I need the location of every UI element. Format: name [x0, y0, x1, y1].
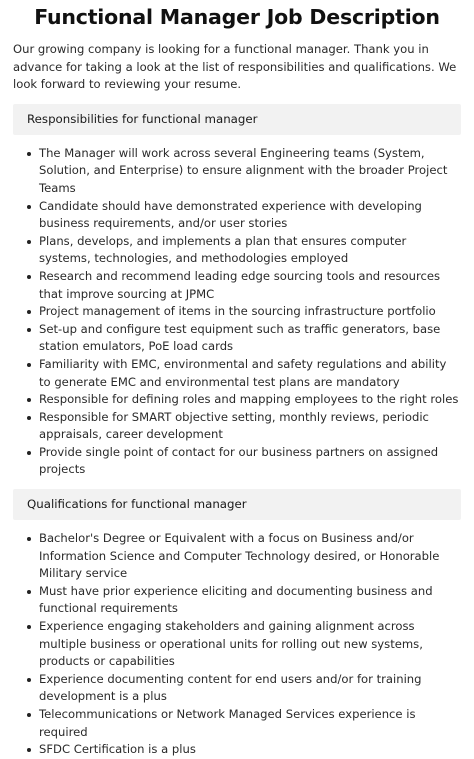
- list-item: [27, 741, 461, 759]
- bullet-icon: [27, 678, 31, 682]
- list-item-text: Set-up and configure test equipment such as traffic generators, base station emulators, PoE load cards: [39, 321, 441, 354]
- list-item: [27, 706, 461, 741]
- bullet-icon: [27, 398, 31, 402]
- list-item: [27, 671, 461, 706]
- list-item-text: Responsible for SMART objective setting, monthly reviews, periodic appraisals, career development: [39, 409, 429, 442]
- responsibilities-list: [13, 145, 461, 479]
- list-item-text: Familiarity with EMC, environmental and safety regulations and ability to generate EMC and environmental test plans are mandatory: [39, 356, 447, 389]
- list-item: [27, 233, 461, 268]
- list-item-text: Project management of items in the sourcing infrastructure portfolio: [39, 304, 436, 319]
- bullet-icon: [27, 240, 31, 244]
- bullet-icon: [27, 537, 31, 541]
- bullet-icon: [27, 590, 31, 594]
- list-item: [27, 303, 461, 321]
- qualifications-list: [13, 530, 461, 759]
- bullet-icon: [27, 152, 31, 156]
- list-item: [27, 618, 461, 671]
- list-item-text: Bachelor's Degree or Equivalent with a focus on Business and/or Information Science and Computer Technology desired, or Honorable Military service: [39, 531, 440, 581]
- bullet-icon: [27, 451, 31, 455]
- list-item: [27, 444, 461, 479]
- list-item: [27, 391, 461, 409]
- bullet-icon: [27, 275, 31, 279]
- bullet-icon: [27, 625, 31, 629]
- list-item-text: Provide single point of contact for our business partners on assigned projects: [39, 444, 439, 477]
- list-item: [27, 198, 461, 233]
- responsibilities-heading: Responsibilities for functional manager: [13, 104, 461, 135]
- list-item: [27, 356, 461, 391]
- list-item-text: Telecommunications or Network Managed Services experience is required: [39, 707, 416, 739]
- list-item-text: Experience documenting content for end users and/or for training development is a plus: [39, 671, 422, 704]
- bullet-icon: [27, 363, 31, 367]
- list-item: [27, 530, 461, 583]
- list-item-text: Must have prior experience eliciting and documenting business and functional requirements: [39, 583, 433, 616]
- list-item-text: SFDC Certification is a plus: [39, 742, 196, 757]
- list-item-text: Experience engaging stakeholders and gaining alignment across multiple business or operational units for rolling out new systems, products or capabilities: [39, 619, 423, 669]
- list-item-text: Research and recommend leading edge sourcing tools and resources that improve sourcing at JPMC: [39, 268, 441, 301]
- intro-paragraph: Our growing company is looking for a functional manager. Thank you in advance for taking a look at the list of responsibilities and qualifications. We look forward to reviewing your resume.: [13, 42, 457, 92]
- bullet-icon: [27, 713, 31, 717]
- page-title: Functional Manager Job Description: [34, 5, 440, 29]
- list-item-text: Plans, develops, and implements a plan that ensures computer systems, technologies, and methodologies employed: [39, 233, 407, 266]
- list-item: [27, 583, 461, 618]
- list-item: [27, 409, 461, 444]
- list-item-text: Responsible for defining roles and mapping employees to the right roles: [39, 392, 459, 407]
- list-item-text: The Manager will work across several Engineering teams (System, Solution, and Enterprise) to ensure alignment with the broader Project Teams: [39, 145, 448, 195]
- bullet-icon: [27, 416, 31, 420]
- list-item-text: Candidate should have demonstrated experience with developing business requirements, and/or user stories: [39, 198, 422, 231]
- bullet-icon: [27, 748, 31, 752]
- qualifications-heading: Qualifications for functional manager: [13, 489, 461, 520]
- bullet-icon: [27, 328, 31, 332]
- list-item: [27, 268, 461, 303]
- list-item: [27, 321, 461, 356]
- bullet-icon: [27, 205, 31, 209]
- bullet-icon: [27, 310, 31, 314]
- list-item: [27, 145, 461, 198]
